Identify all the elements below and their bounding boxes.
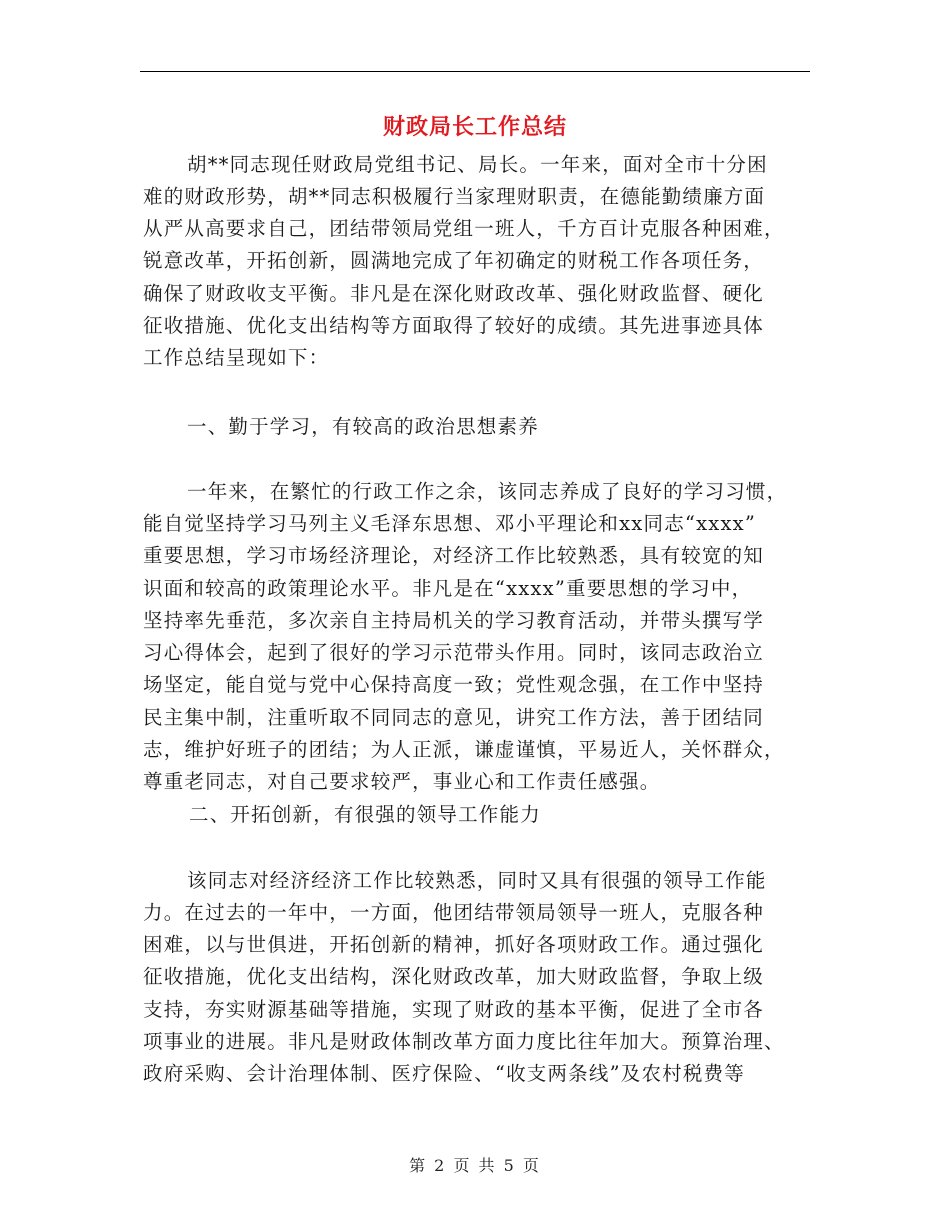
paragraph-1-line-5: 确保了财政收支平衡。非凡是在深化财政改革、强化财政监督、硬化: [143, 282, 765, 305]
paragraph-2-line-3: 重要思想，学习市场经济理论，对经济工作比较熟悉，具有较宽的知: [143, 544, 765, 567]
page-number: 第 2 页 共 5 页: [409, 1156, 541, 1175]
paragraph-2-line-1: 一年来，在繁忙的行政工作之余，该同志养成了良好的学习习惯，: [187, 480, 788, 503]
section-heading-1: 一、勤于学习，有较高的政治思想素养: [187, 415, 539, 438]
paragraph-2-line-5: 坚持率先垂范，多次亲自主持局机关的学习教育活动，并带头撰写学: [143, 609, 765, 632]
paragraph-3-line-4: 征收措施，优化支出结构，深化财政改革，加大财政监督，争取上级: [143, 965, 765, 988]
paragraph-2-line-10: 尊重老同志，对自己要求较严，事业心和工作责任感强。: [143, 770, 661, 793]
paragraph-2-line-7: 场坚定，能自觉与党中心保持高度一致；党性观念强，在工作中坚持: [143, 673, 765, 696]
paragraph-2-line-9: 志，维护好班子的团结；为人正派，谦虚谨慎，平易近人，关怀群众，: [143, 738, 785, 761]
paragraph-2-line-8: 民主集中制，注重听取不同同志的意见，讲究工作方法，善于团结同: [143, 706, 765, 729]
paragraph-3-line-2: 力。在过去的一年中，一方面，他团结带领局领导一班人，克服各种: [143, 901, 765, 924]
paragraph-3-line-3: 困难，以与世俱进，开拓创新的精神，抓好各项财政工作。通过强化: [143, 933, 765, 956]
paragraph-3-line-6: 项事业的进展。非凡是财政体制改革方面力度比往年加大。预算治理、: [143, 1030, 785, 1053]
paragraph-2-line-4: 识面和较高的政策理论水平。非凡是在“xxxx”重要思想的学习中，: [143, 577, 753, 600]
paragraph-3-line-5: 支持，夯实财源基础等措施，实现了财政的基本平衡，促进了全市各: [143, 998, 765, 1021]
section-heading-2: 二、开拓创新，有很强的领导工作能力: [189, 803, 541, 826]
paragraph-1-line-6: 征收措施、优化支出结构等方面取得了较好的成绩。其先进事迹具体: [143, 314, 765, 337]
paragraph-1-line-3: 从严从高要求自己，团结带领局党组一班人，千方百计克服各种困难，: [143, 217, 785, 240]
document-title: 财政局长工作总结: [382, 114, 567, 140]
paragraph-1-line-4: 锐意改革，开拓创新，圆满地完成了年初确定的财税工作各项任务，: [143, 249, 765, 272]
paragraph-1-line-7: 工作总结呈现如下：: [143, 346, 330, 369]
paragraph-1-line-2: 难的财政形势，胡**同志积极履行当家理财职责，在德能勤绩廉方面: [143, 185, 766, 208]
paragraph-3-line-7: 政府采购、会计治理体制、医疗保险、“收支两条线”及农村税费等: [143, 1062, 745, 1085]
header-rule: [140, 71, 810, 72]
paragraph-1-line-1: 胡**同志现任财政局党组书记、局长。一年来，面对全市十分困: [187, 153, 768, 176]
paragraph-3-line-1: 该同志对经济经济工作比较熟悉，同时又具有很强的领导工作能: [187, 869, 767, 892]
paragraph-2-line-6: 习心得体会，起到了很好的学习示范带头作用。同时，该同志政治立: [143, 641, 765, 664]
paragraph-2-line-2: 能自觉坚持学习马列主义毛泽东思想、邓小平理论和xx同志“xxxx”: [143, 512, 757, 535]
